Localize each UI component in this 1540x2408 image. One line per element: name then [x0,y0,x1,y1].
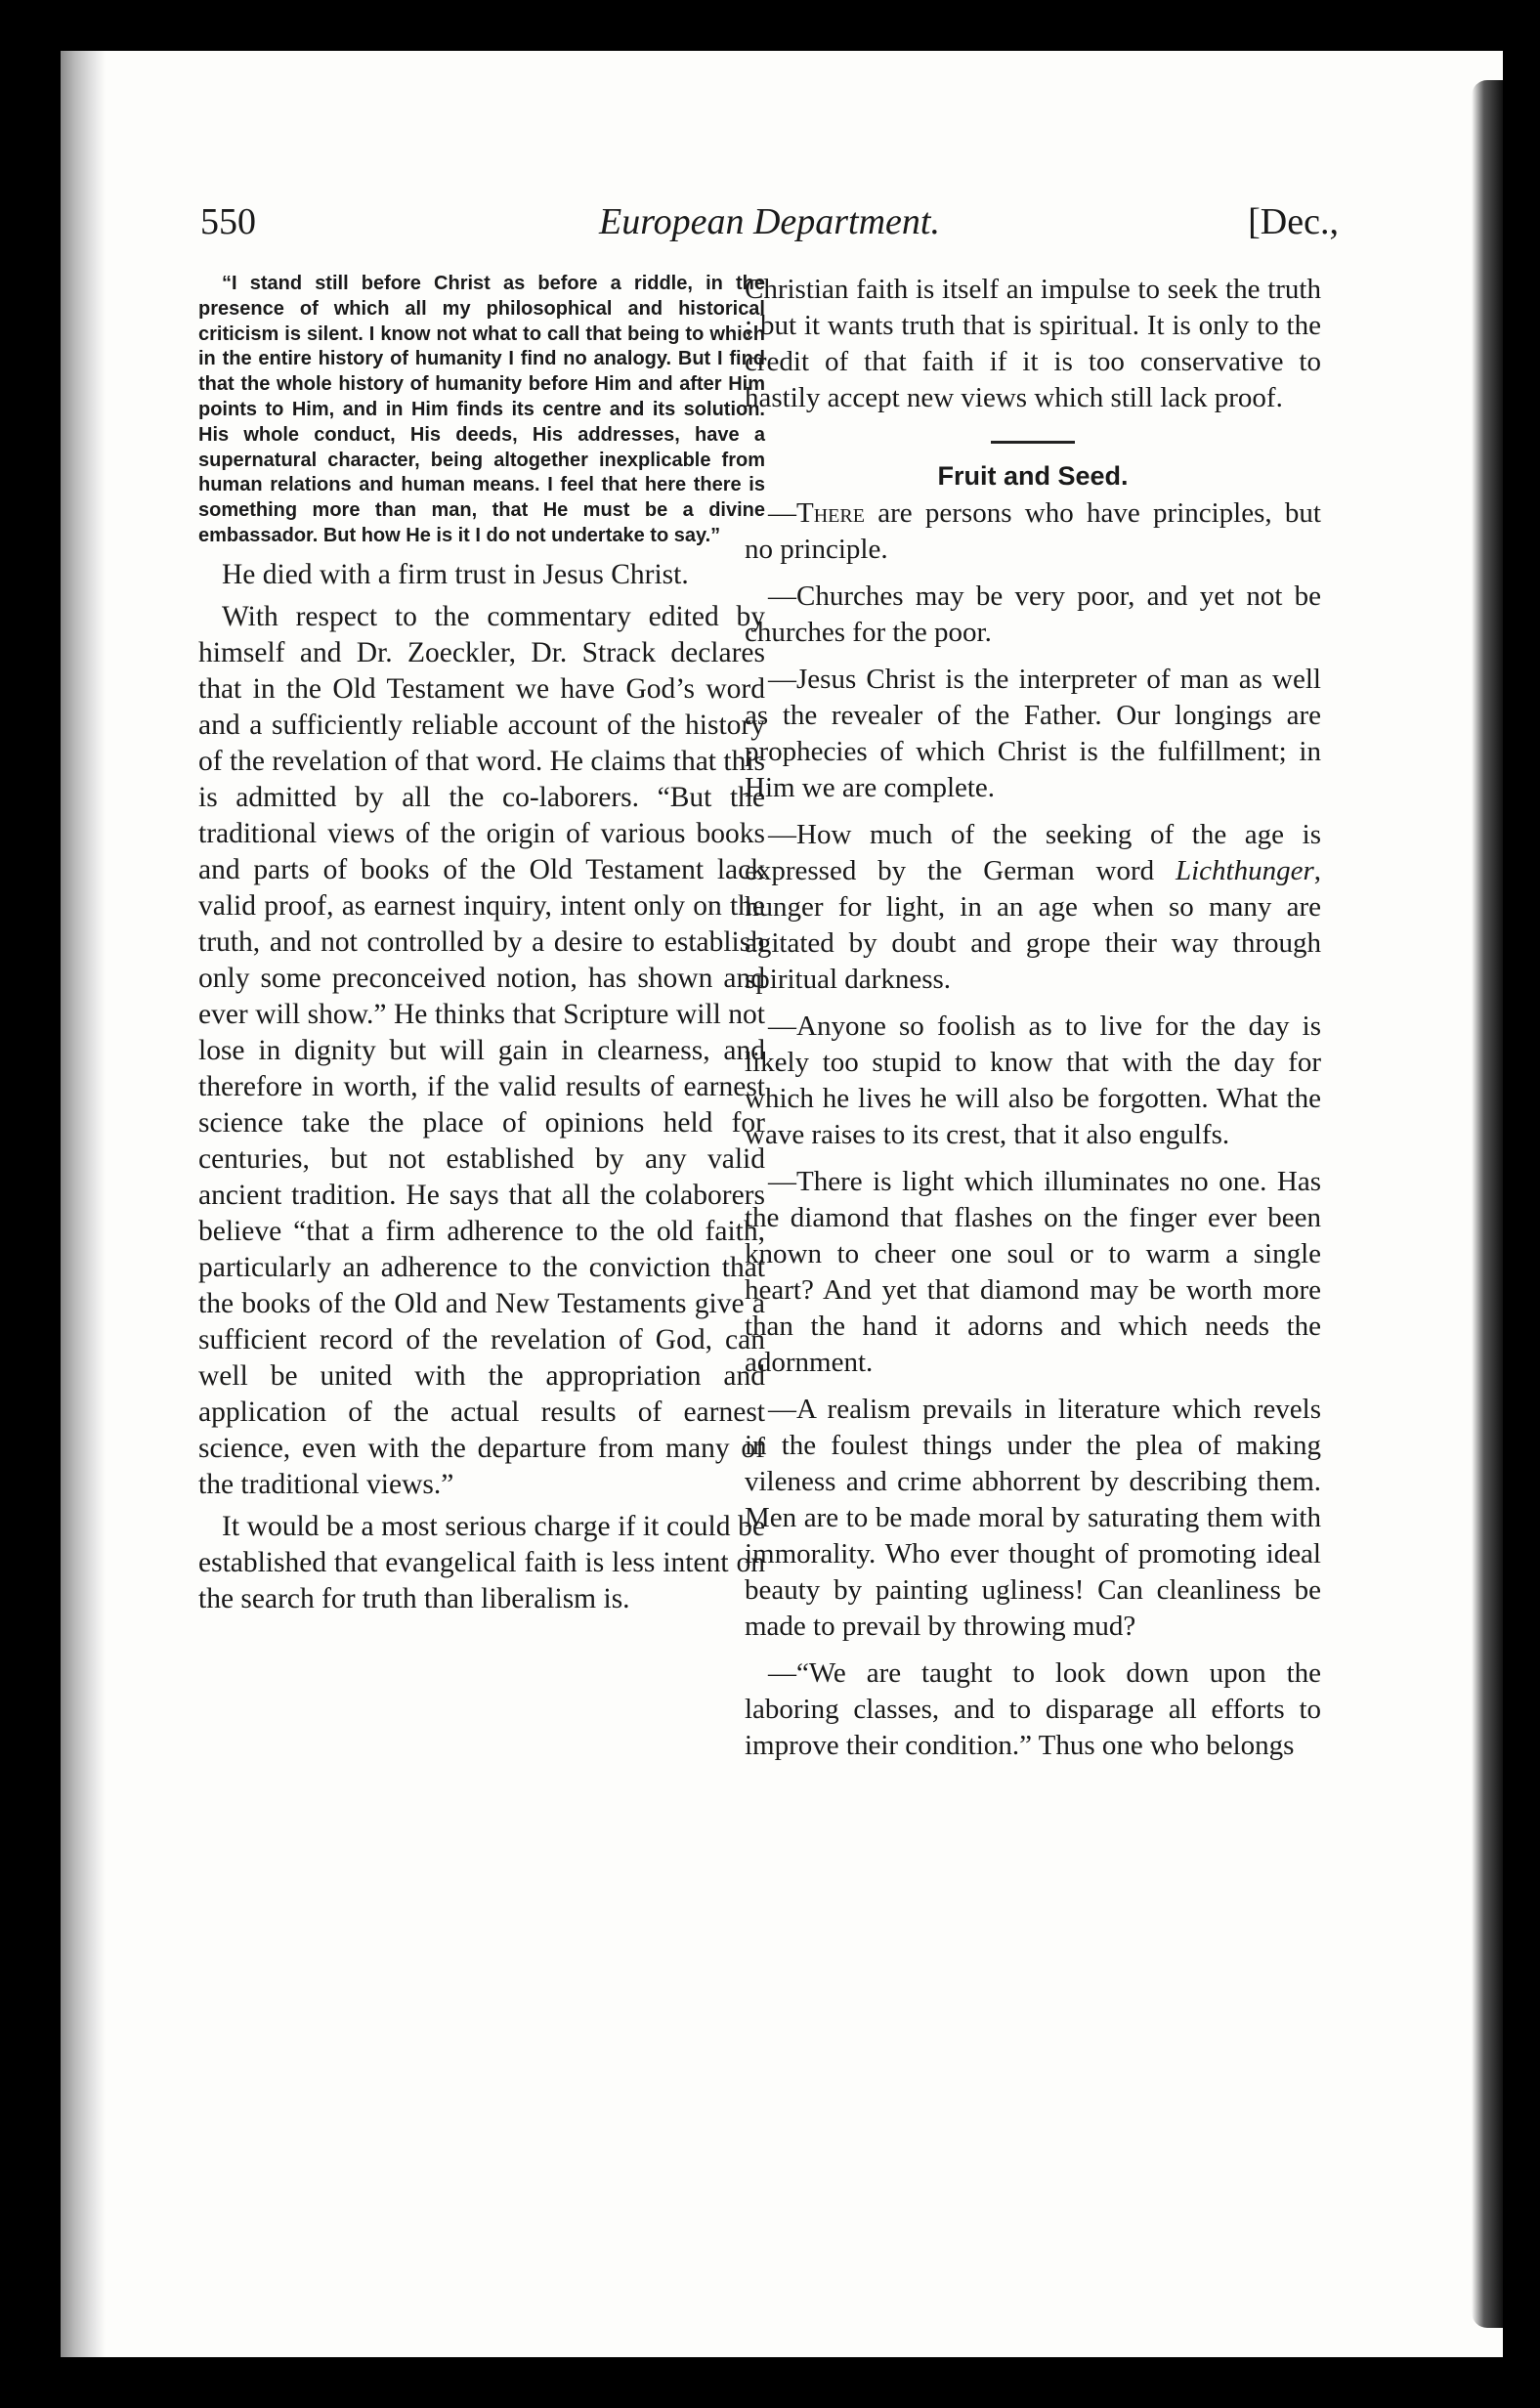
item-principles [745,495,1321,568]
paragraph-charge: It would be a most serious charge if it could be established that evangelical faith is less intent on the search for truth than liberalism is. [198,1510,765,1614]
item-realism: —A realism prevails in literature which revels in the foulest things under the plea of making vileness and crime abhorrent by describing them. Men are to be made moral by saturating them with immorality. Who ever thought of promoting ideal beauty by painting ugliness! Can cleanliness be made to prevail by throwing mud? [745,1394,1321,1642]
item-lichthunger-word: Lichthunger [1175,855,1314,886]
running-head [200,200,1339,259]
binding-gutter [61,51,106,2357]
page-number: 550 [200,201,256,242]
item-churches: —Churches may be very poor, and yet not be churches for the poor. [745,580,1321,648]
running-date: [Dec., [1248,201,1339,242]
item-lead-word: —There [768,497,865,529]
paragraph-commentary: With respect to the commentary edited by himself and Dr. Zoeckler, Dr. Strack declares that in the Old Testament we have God’s word and a sufficiently reliable account of the history of the revelation of that word. He claims that this is admitted by all the co-laborers. “But the traditional views of the origin of various books and parts of books of the Old Testament lack valid proof, as earnest inquiry, intent only on the truth, and not controlled by a desire to establish only some preconceived notion, has shown and ever will show.” He thinks that Scripture will not lose in dignity but will gain in clearness, and therefore in worth, if the valid results of earnest science take the place of opinions held for centuries, but not established by any valid ancient tradition. He says that all the colaborers believe “that a firm adherence to the old faith, particularly an adherence to the conviction that the books of the Old and New Testaments give a sufficient record of the revelation of God, can well be united with the appropriation and application of the actual results of earnest science, even with the departure from many of the traditional views.” [198,600,766,1500]
page-edge-shadow [1472,80,1503,2328]
item-foolish: —Anyone so foolish as to live for the day is likely too stupid to know that with the day for which he lives he will also be forgotten. What the wave raises to its crest, that it also engulfs. [745,1010,1321,1150]
paragraph-continuation: Christian faith is itself an impulse to seek the truth ; but it wants truth that is spiritual. It is only to the credit of that faith if it is too conservative to hastily accept new views which still lack proof. [745,274,1321,413]
item-principles-text: are persons who have principles, but no principle. [745,497,1321,565]
item-lichthunger-b: , hunger for light, in an age when so many are agitated by doubt and grope their way through spiritual darkness. [745,855,1321,995]
left-column [198,272,765,1623]
running-title: European Department. [599,201,940,242]
item-lichthunger-a: —How much of the seeking of the age is expressed by the German word [745,819,1321,886]
section-title: Fruit and Seed. [937,461,1129,491]
item-diamond: —There is light which illuminates no one. Has the diamond that flashes on the finger ever been known to cheer one soul or to warm a single heart? And yet that diamond may be worth more than the hand it adorns and which needs the adornment. [745,1166,1321,1378]
block-quote: “I stand still before Christ as before a riddle, in the presence of which all my philosophical and historical criticism is silent. I know not what to call that being to which in the entire history of humanity I find no analogy. But I find that the whole history of humanity before Him and after Him points to Him, and in Him finds its centre and its solution. His whole conduct, His deeds, His addresses, have a supernatural character, being altogether inexplicable from human relations and human means. I feel that here there is something more than man, that He must be a divine embassador. But how He is it I do not undertake to say.” [198,273,765,546]
item-interpreter: —Jesus Christ is the interpreter of man as well as the revealer of the Father. Our longings are prophecies of which Christ is the fulfillment; in Him we are complete. [745,664,1321,803]
item-lichthunger [745,817,1321,998]
right-column [745,272,1321,1775]
item-laboring: —“We are taught to look down upon the laboring classes, and to disparage all efforts to improve their condition.” Thus one who belongs [745,1657,1321,1761]
paragraph-died: He died with a firm trust in Jesus Christ. [222,558,689,590]
section-divider [991,441,1075,444]
